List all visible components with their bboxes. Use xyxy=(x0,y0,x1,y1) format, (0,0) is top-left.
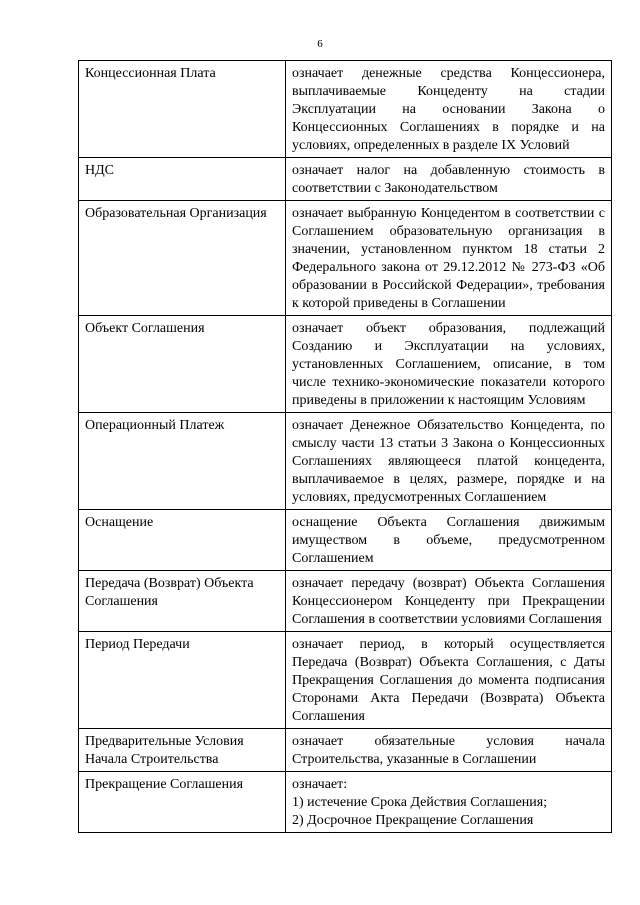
table-row xyxy=(79,571,612,632)
term-cell: НДС xyxy=(79,158,286,201)
term-cell: Концессионная Плата xyxy=(79,61,286,158)
term-cell: Передача (Возврат) Объекта Соглашения xyxy=(79,571,286,632)
definition-cell: означает выбранную Концедентом в соответствии с Соглашением образовательную организация в значении, установленном пунктом 18 статьи 2 Федерального закона от 29.12.2012 № 273-ФЗ «Об образовании в Российской Федерации», требования к которой приведены в Соглашении xyxy=(286,201,612,316)
table-row xyxy=(79,510,612,571)
definitions-table xyxy=(78,60,612,833)
term-cell: Объект Соглашения xyxy=(79,316,286,413)
term-cell: Образовательная Организация xyxy=(79,201,286,316)
table-row xyxy=(79,61,612,158)
definition-cell: означает период, в который осуществляется Передача (Возврат) Объекта Соглашения, с Даты Прекращения Соглашения до момента подписания Сторонами Акта Передачи (Возврата) Объекта Соглашения xyxy=(286,632,612,729)
table-row xyxy=(79,158,612,201)
table-row xyxy=(79,316,612,413)
table-row xyxy=(79,772,612,833)
definition-cell xyxy=(286,772,612,833)
page-number: 6 xyxy=(317,38,323,50)
table-row xyxy=(79,413,612,510)
term-cell: Операционный Платеж xyxy=(79,413,286,510)
term-cell: Период Передачи xyxy=(79,632,286,729)
table-row xyxy=(79,632,612,729)
definition-cell: означает передачу (возврат) Объекта Соглашения Концессионером Концеденту при Прекращении Соглашения в соответствии условиями Соглашения xyxy=(286,571,612,632)
table-row xyxy=(79,729,612,772)
term-cell: Оснащение xyxy=(79,510,286,571)
definition-cell: означает обязательные условия начала Строительства, указанные в Соглашении xyxy=(286,729,612,772)
definition-cell: означает объект образования, подлежащий Созданию и Эксплуатации на условиях, установленных Соглашением, описание, в том числе технико-экономические показатели которого приведены в приложении к настоящим Условиям xyxy=(286,316,612,413)
definition-cell: означает Денежное Обязательство Концедента, по смыслу части 13 статьи 3 Закона о Концессионных Соглашениях являющееся платой концедента, выплачиваемое в целях, размере, порядке и на условиях, предусмотренных Соглашением xyxy=(286,413,612,510)
definition-list-item: 1) истечение Срока Действия Соглашения; xyxy=(292,795,548,810)
term-cell: Предварительные Условия Начала Строительства xyxy=(79,729,286,772)
definition-intro: означает: xyxy=(292,777,348,792)
table-row xyxy=(79,201,612,316)
term-cell: Прекращение Соглашения xyxy=(79,772,286,833)
definition-list-item: 2) Досрочное Прекращение Соглашения xyxy=(292,813,534,828)
definition-cell: оснащение Объекта Соглашения движимым имуществом в объеме, предусмотренном Соглашением xyxy=(286,510,612,571)
definition-cell: означает налог на добавленную стоимость в соответствии с Законодательством xyxy=(286,158,612,201)
definition-cell: означает денежные средства Концессионера, выплачиваемые Концеденту на стадии Эксплуатации на основании Закона о Концессионных Соглашениях в порядке и на условиях, определенных в разделе IX Условий xyxy=(286,61,612,158)
